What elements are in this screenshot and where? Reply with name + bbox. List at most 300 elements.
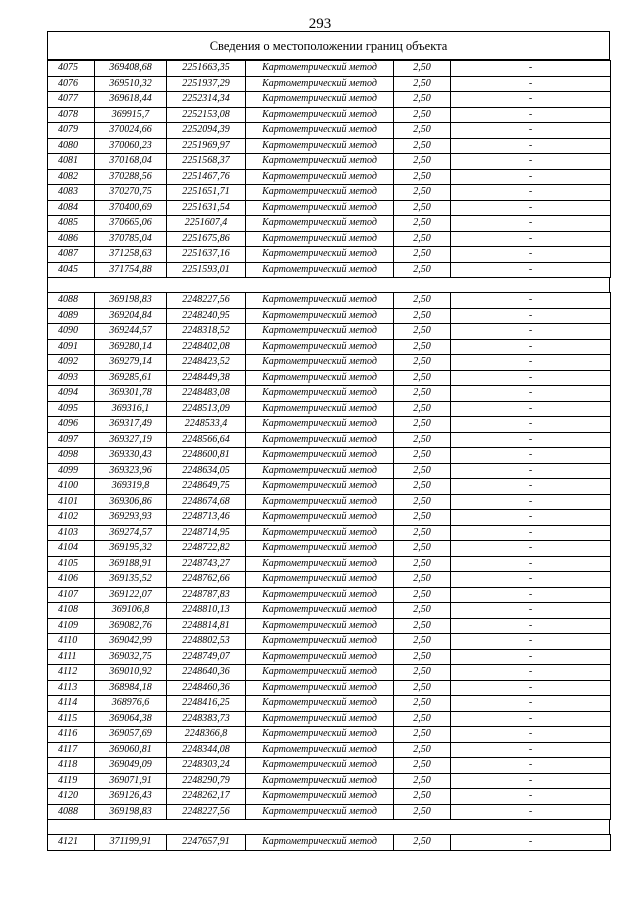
x-coordinate-cell: 370785,04 [95, 231, 167, 247]
table-row [48, 355, 611, 371]
description-cell: - [451, 185, 611, 201]
accuracy-cell: 2,50 [394, 696, 451, 712]
description-cell: - [451, 200, 611, 216]
x-coordinate-cell: 369285,61 [95, 370, 167, 386]
y-coordinate-cell: 2248227,56 [167, 293, 246, 309]
table-row [48, 262, 611, 278]
y-coordinate-cell: 2248714,95 [167, 525, 246, 541]
point-number-cell: 4084 [48, 200, 95, 216]
x-coordinate-cell: 370270,75 [95, 185, 167, 201]
x-coordinate-cell: 369057,69 [95, 727, 167, 743]
description-cell: - [451, 696, 611, 712]
point-number-cell: 4109 [48, 618, 95, 634]
table-row [48, 169, 611, 185]
y-coordinate-cell: 2251637,16 [167, 247, 246, 263]
x-coordinate-cell: 370024,66 [95, 123, 167, 139]
table-row [48, 200, 611, 216]
x-coordinate-cell: 369049,09 [95, 758, 167, 774]
method-cell: Картометрический метод [246, 185, 394, 201]
accuracy-cell: 2,50 [394, 401, 451, 417]
x-coordinate-cell: 369279,14 [95, 355, 167, 371]
point-number-cell: 4101 [48, 494, 95, 510]
method-cell: Картометрический метод [246, 665, 394, 681]
accuracy-cell: 2,50 [394, 61, 451, 77]
method-cell: Картометрический метод [246, 572, 394, 588]
y-coordinate-cell: 2248416,25 [167, 696, 246, 712]
x-coordinate-cell: 369060,81 [95, 742, 167, 758]
x-coordinate-cell: 369135,52 [95, 572, 167, 588]
accuracy-cell: 2,50 [394, 169, 451, 185]
y-coordinate-cell: 2251631,54 [167, 200, 246, 216]
method-cell: Картометрический метод [246, 231, 394, 247]
y-coordinate-cell: 2248460,36 [167, 680, 246, 696]
accuracy-cell: 2,50 [394, 789, 451, 805]
method-cell: Картометрический метод [246, 154, 394, 170]
description-cell: - [451, 649, 611, 665]
accuracy-cell: 2,50 [394, 758, 451, 774]
y-coordinate-cell: 2248227,56 [167, 804, 246, 820]
x-coordinate-cell: 369188,91 [95, 556, 167, 572]
table-row [48, 556, 611, 572]
method-cell: Картометрический метод [246, 742, 394, 758]
description-cell: - [451, 634, 611, 650]
table-row [48, 216, 611, 232]
accuracy-cell: 2,50 [394, 386, 451, 402]
x-coordinate-cell: 369510,32 [95, 76, 167, 92]
description-cell: - [451, 448, 611, 464]
description-cell: - [451, 92, 611, 108]
method-cell: Картометрический метод [246, 556, 394, 572]
point-number-cell: 4045 [48, 262, 95, 278]
method-cell: Картометрический метод [246, 587, 394, 603]
accuracy-cell: 2,50 [394, 618, 451, 634]
table-row [48, 572, 611, 588]
description-cell: - [451, 107, 611, 123]
boundary-sheet [47, 31, 610, 851]
y-coordinate-cell: 2248674,68 [167, 494, 246, 510]
table-row [48, 138, 611, 154]
x-coordinate-cell: 369330,43 [95, 448, 167, 464]
table-row [48, 463, 611, 479]
table-row [48, 634, 611, 650]
table-row [48, 773, 611, 789]
description-cell: - [451, 479, 611, 495]
table-row [48, 618, 611, 634]
y-coordinate-cell: 2248402,08 [167, 339, 246, 355]
description-cell: - [451, 370, 611, 386]
point-number-cell: 4082 [48, 169, 95, 185]
x-coordinate-cell: 369195,32 [95, 541, 167, 557]
table-row [48, 711, 611, 727]
description-cell: - [451, 231, 611, 247]
table-row [48, 494, 611, 510]
x-coordinate-cell: 370665,06 [95, 216, 167, 232]
table-row [48, 835, 611, 851]
y-coordinate-cell: 2248240,95 [167, 308, 246, 324]
method-cell: Картометрический метод [246, 370, 394, 386]
point-number-cell: 4104 [48, 541, 95, 557]
accuracy-cell: 2,50 [394, 665, 451, 681]
table-row [48, 417, 611, 433]
point-number-cell: 4115 [48, 711, 95, 727]
y-coordinate-cell: 2248513,09 [167, 401, 246, 417]
x-coordinate-cell: 369126,43 [95, 789, 167, 805]
point-number-cell: 4083 [48, 185, 95, 201]
y-coordinate-cell: 2248814,81 [167, 618, 246, 634]
description-cell: - [451, 789, 611, 805]
method-cell: Картометрический метод [246, 649, 394, 665]
point-number-cell: 4108 [48, 603, 95, 619]
accuracy-cell: 2,50 [394, 138, 451, 154]
method-cell: Картометрический метод [246, 123, 394, 139]
x-coordinate-cell: 369198,83 [95, 293, 167, 309]
table-row [48, 386, 611, 402]
method-cell: Картометрический метод [246, 711, 394, 727]
x-coordinate-cell: 369618,44 [95, 92, 167, 108]
method-cell: Картометрический метод [246, 696, 394, 712]
table-row [48, 154, 611, 170]
method-cell: Картометрический метод [246, 76, 394, 92]
method-cell: Картометрический метод [246, 541, 394, 557]
point-number-cell: 4110 [48, 634, 95, 650]
y-coordinate-cell: 2251467,76 [167, 169, 246, 185]
accuracy-cell: 2,50 [394, 479, 451, 495]
x-coordinate-cell: 369042,99 [95, 634, 167, 650]
coordinate-table [47, 292, 611, 820]
table-row [48, 665, 611, 681]
method-cell: Картометрический метод [246, 417, 394, 433]
accuracy-cell: 2,50 [394, 231, 451, 247]
x-coordinate-cell: 369010,92 [95, 665, 167, 681]
y-coordinate-cell: 2251675,86 [167, 231, 246, 247]
description-cell: - [451, 417, 611, 433]
x-coordinate-cell: 370060,23 [95, 138, 167, 154]
description-cell: - [451, 510, 611, 526]
y-coordinate-cell: 2248366,8 [167, 727, 246, 743]
point-number-cell: 4079 [48, 123, 95, 139]
table-row [48, 727, 611, 743]
x-coordinate-cell: 368976,6 [95, 696, 167, 712]
accuracy-cell: 2,50 [394, 804, 451, 820]
point-number-cell: 4118 [48, 758, 95, 774]
x-coordinate-cell: 369204,84 [95, 308, 167, 324]
method-cell: Картометрический метод [246, 789, 394, 805]
coordinate-table [47, 834, 611, 851]
y-coordinate-cell: 2248713,46 [167, 510, 246, 526]
method-cell: Картометрический метод [246, 773, 394, 789]
method-cell: Картометрический метод [246, 262, 394, 278]
accuracy-cell: 2,50 [394, 587, 451, 603]
point-number-cell: 4077 [48, 92, 95, 108]
point-number-cell: 4088 [48, 293, 95, 309]
table-row [48, 92, 611, 108]
page-number: 293 [308, 16, 332, 32]
x-coordinate-cell: 369082,76 [95, 618, 167, 634]
description-cell: - [451, 401, 611, 417]
table-row [48, 185, 611, 201]
table-row [48, 61, 611, 77]
y-coordinate-cell: 2248566,64 [167, 432, 246, 448]
y-coordinate-cell: 2252153,08 [167, 107, 246, 123]
x-coordinate-cell: 368984,18 [95, 680, 167, 696]
point-number-cell: 4113 [48, 680, 95, 696]
method-cell: Картометрический метод [246, 293, 394, 309]
description-cell: - [451, 61, 611, 77]
x-coordinate-cell: 369316,1 [95, 401, 167, 417]
y-coordinate-cell: 2252314,34 [167, 92, 246, 108]
method-cell: Картометрический метод [246, 525, 394, 541]
x-coordinate-cell: 371754,88 [95, 262, 167, 278]
point-number-cell: 4094 [48, 386, 95, 402]
x-coordinate-cell: 369071,91 [95, 773, 167, 789]
table-row [48, 448, 611, 464]
table-row [48, 649, 611, 665]
description-cell: - [451, 804, 611, 820]
method-cell: Картометрический метод [246, 479, 394, 495]
point-number-cell: 4075 [48, 61, 95, 77]
description-cell: - [451, 556, 611, 572]
accuracy-cell: 2,50 [394, 308, 451, 324]
accuracy-cell: 2,50 [394, 355, 451, 371]
accuracy-cell: 2,50 [394, 510, 451, 526]
method-cell: Картометрический метод [246, 432, 394, 448]
description-cell: - [451, 216, 611, 232]
method-cell: Картометрический метод [246, 618, 394, 634]
point-number-cell: 4105 [48, 556, 95, 572]
description-cell: - [451, 742, 611, 758]
accuracy-cell: 2,50 [394, 262, 451, 278]
x-coordinate-cell: 369032,75 [95, 649, 167, 665]
accuracy-cell: 2,50 [394, 525, 451, 541]
accuracy-cell: 2,50 [394, 448, 451, 464]
accuracy-cell: 2,50 [394, 680, 451, 696]
accuracy-cell: 2,50 [394, 432, 451, 448]
accuracy-cell: 2,50 [394, 370, 451, 386]
y-coordinate-cell: 2248762,66 [167, 572, 246, 588]
point-number-cell: 4121 [48, 835, 95, 851]
table-row [48, 432, 611, 448]
method-cell: Картометрический метод [246, 494, 394, 510]
method-cell: Картометрический метод [246, 804, 394, 820]
accuracy-cell: 2,50 [394, 835, 451, 851]
table-row [48, 603, 611, 619]
y-coordinate-cell: 2251568,37 [167, 154, 246, 170]
description-cell: - [451, 262, 611, 278]
description-cell: - [451, 138, 611, 154]
point-number-cell: 4100 [48, 479, 95, 495]
accuracy-cell: 2,50 [394, 556, 451, 572]
description-cell: - [451, 711, 611, 727]
method-cell: Картометрический метод [246, 138, 394, 154]
y-coordinate-cell: 2248787,83 [167, 587, 246, 603]
point-number-cell: 4099 [48, 463, 95, 479]
table-row [48, 758, 611, 774]
method-cell: Картометрический метод [246, 308, 394, 324]
description-cell: - [451, 680, 611, 696]
x-coordinate-cell: 369198,83 [95, 804, 167, 820]
accuracy-cell: 2,50 [394, 185, 451, 201]
x-coordinate-cell: 369301,78 [95, 386, 167, 402]
description-cell: - [451, 618, 611, 634]
y-coordinate-cell: 2248600,81 [167, 448, 246, 464]
point-number-cell: 4087 [48, 247, 95, 263]
point-number-cell: 4106 [48, 572, 95, 588]
point-number-cell: 4090 [48, 324, 95, 340]
x-coordinate-cell: 369274,57 [95, 525, 167, 541]
point-number-cell: 4116 [48, 727, 95, 743]
x-coordinate-cell: 369408,68 [95, 61, 167, 77]
point-number-cell: 4102 [48, 510, 95, 526]
table-row [48, 525, 611, 541]
accuracy-cell: 2,50 [394, 711, 451, 727]
accuracy-cell: 2,50 [394, 107, 451, 123]
description-cell: - [451, 293, 611, 309]
point-number-cell: 4080 [48, 138, 95, 154]
x-coordinate-cell: 370288,56 [95, 169, 167, 185]
method-cell: Картометрический метод [246, 603, 394, 619]
y-coordinate-cell: 2248303,24 [167, 758, 246, 774]
y-coordinate-cell: 2248722,82 [167, 541, 246, 557]
method-cell: Картометрический метод [246, 634, 394, 650]
table-row [48, 804, 611, 820]
table-row [48, 231, 611, 247]
point-number-cell: 4119 [48, 773, 95, 789]
accuracy-cell: 2,50 [394, 216, 451, 232]
point-number-cell: 4086 [48, 231, 95, 247]
accuracy-cell: 2,50 [394, 742, 451, 758]
accuracy-cell: 2,50 [394, 634, 451, 650]
description-cell: - [451, 339, 611, 355]
method-cell: Картометрический метод [246, 200, 394, 216]
accuracy-cell: 2,50 [394, 339, 451, 355]
y-coordinate-cell: 2248262,17 [167, 789, 246, 805]
table-row [48, 742, 611, 758]
table-row [48, 76, 611, 92]
description-cell: - [451, 603, 611, 619]
table-row [48, 293, 611, 309]
accuracy-cell: 2,50 [394, 123, 451, 139]
x-coordinate-cell: 369317,49 [95, 417, 167, 433]
table-row [48, 680, 611, 696]
accuracy-cell: 2,50 [394, 727, 451, 743]
point-number-cell: 4093 [48, 370, 95, 386]
y-coordinate-cell: 2248483,08 [167, 386, 246, 402]
y-coordinate-cell: 2248533,4 [167, 417, 246, 433]
block-separator [47, 278, 610, 292]
point-number-cell: 4111 [48, 649, 95, 665]
accuracy-cell: 2,50 [394, 649, 451, 665]
method-cell: Картометрический метод [246, 339, 394, 355]
point-number-cell: 4091 [48, 339, 95, 355]
point-number-cell: 4085 [48, 216, 95, 232]
table-row [48, 587, 611, 603]
y-coordinate-cell: 2251663,35 [167, 61, 246, 77]
method-cell: Картометрический метод [246, 324, 394, 340]
method-cell: Картометрический метод [246, 169, 394, 185]
accuracy-cell: 2,50 [394, 773, 451, 789]
y-coordinate-cell: 2248318,52 [167, 324, 246, 340]
y-coordinate-cell: 2248810,13 [167, 603, 246, 619]
accuracy-cell: 2,50 [394, 603, 451, 619]
table-row [48, 789, 611, 805]
y-coordinate-cell: 2251593,01 [167, 262, 246, 278]
y-coordinate-cell: 2248290,79 [167, 773, 246, 789]
y-coordinate-cell: 2248649,75 [167, 479, 246, 495]
table-row [48, 123, 611, 139]
table-row [48, 696, 611, 712]
y-coordinate-cell: 2248449,38 [167, 370, 246, 386]
description-cell: - [451, 463, 611, 479]
table-row [48, 510, 611, 526]
description-cell: - [451, 572, 611, 588]
accuracy-cell: 2,50 [394, 541, 451, 557]
point-number-cell: 4076 [48, 76, 95, 92]
accuracy-cell: 2,50 [394, 200, 451, 216]
y-coordinate-cell: 2248743,27 [167, 556, 246, 572]
description-cell: - [451, 324, 611, 340]
point-number-cell: 4098 [48, 448, 95, 464]
description-cell: - [451, 525, 611, 541]
description-cell: - [451, 169, 611, 185]
y-coordinate-cell: 2247657,91 [167, 835, 246, 851]
accuracy-cell: 2,50 [394, 324, 451, 340]
x-coordinate-cell: 369106,8 [95, 603, 167, 619]
point-number-cell: 4117 [48, 742, 95, 758]
table-row [48, 541, 611, 557]
description-cell: - [451, 76, 611, 92]
description-cell: - [451, 758, 611, 774]
method-cell: Картометрический метод [246, 680, 394, 696]
accuracy-cell: 2,50 [394, 463, 451, 479]
accuracy-cell: 2,50 [394, 92, 451, 108]
y-coordinate-cell: 2252094,39 [167, 123, 246, 139]
table-row [48, 339, 611, 355]
description-cell: - [451, 386, 611, 402]
point-number-cell: 4088 [48, 804, 95, 820]
point-number-cell: 4095 [48, 401, 95, 417]
accuracy-cell: 2,50 [394, 293, 451, 309]
x-coordinate-cell: 369293,93 [95, 510, 167, 526]
method-cell: Картометрический метод [246, 92, 394, 108]
x-coordinate-cell: 369323,96 [95, 463, 167, 479]
method-cell: Картометрический метод [246, 247, 394, 263]
y-coordinate-cell: 2248802,53 [167, 634, 246, 650]
table-row [48, 247, 611, 263]
point-number-cell: 4097 [48, 432, 95, 448]
table-row [48, 479, 611, 495]
x-coordinate-cell: 370168,04 [95, 154, 167, 170]
x-coordinate-cell: 369064,38 [95, 711, 167, 727]
x-coordinate-cell: 371258,63 [95, 247, 167, 263]
method-cell: Картометрический метод [246, 463, 394, 479]
point-number-cell: 4081 [48, 154, 95, 170]
accuracy-cell: 2,50 [394, 572, 451, 588]
method-cell: Картометрический метод [246, 107, 394, 123]
y-coordinate-cell: 2251651,71 [167, 185, 246, 201]
accuracy-cell: 2,50 [394, 417, 451, 433]
x-coordinate-cell: 369280,14 [95, 339, 167, 355]
y-coordinate-cell: 2251937,29 [167, 76, 246, 92]
y-coordinate-cell: 2248640,36 [167, 665, 246, 681]
table-row [48, 370, 611, 386]
table-title: Сведения о местоположении границ объекта [47, 31, 610, 60]
description-cell: - [451, 308, 611, 324]
y-coordinate-cell: 2251969,97 [167, 138, 246, 154]
x-coordinate-cell: 369122,07 [95, 587, 167, 603]
x-coordinate-cell: 369915,7 [95, 107, 167, 123]
point-number-cell: 4096 [48, 417, 95, 433]
x-coordinate-cell: 369306,86 [95, 494, 167, 510]
